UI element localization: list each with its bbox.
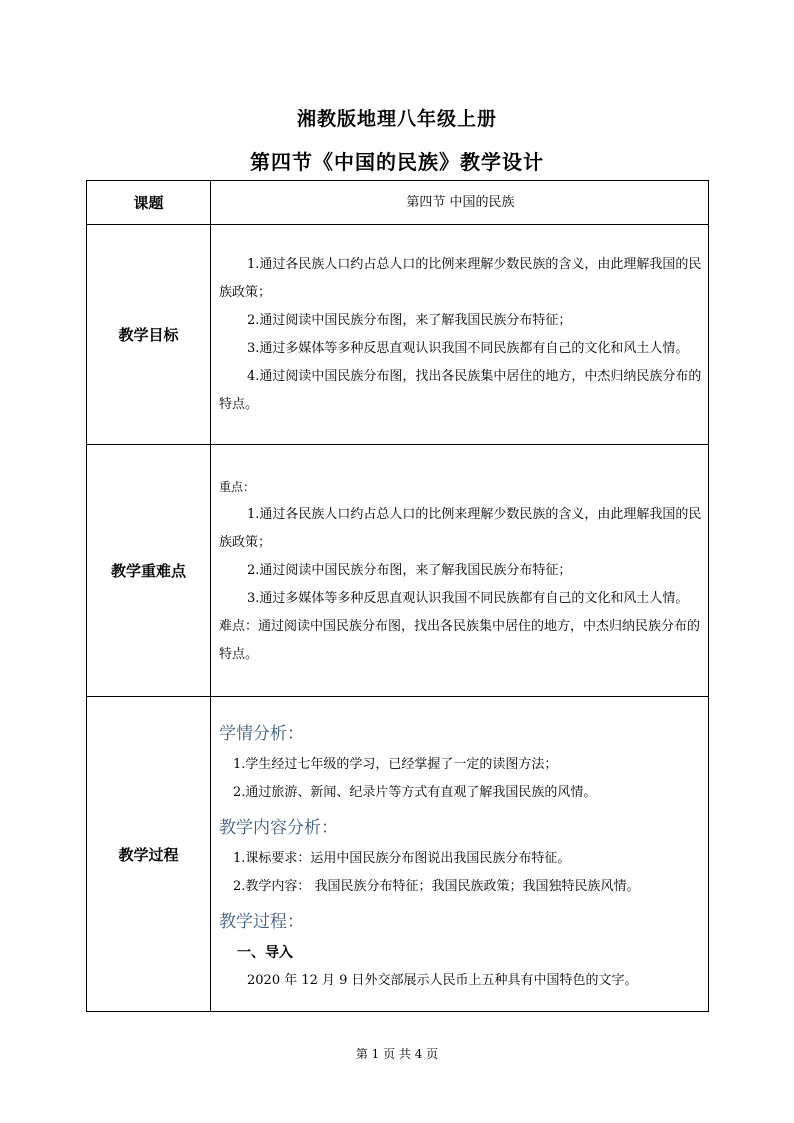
document-title: 湘教版地理八年级上册 <box>296 108 497 130</box>
goal-item: 4.通过阅读中国民族分布图，找出各民族集中居住的地方，中杰归纳民族分布的特点。 <box>219 368 702 412</box>
goals-content <box>211 225 709 445</box>
topic-value: 第四节 中国的民族 <box>211 181 709 225</box>
key-item: 3.通过多媒体等多种反思直观认识我国不同民族都有自己的文化和风土人情。 <box>247 590 689 606</box>
student-analysis-heading: 学情分析： <box>219 724 304 744</box>
goal-item: 3.通过多媒体等多种反思直观认识我国不同民族都有自己的文化和风土人情。 <box>247 340 689 356</box>
key-item: 1.通过各民族人口约占总人口的比例来理解少数民族的含义，由此理解我国的民族政策； <box>219 506 702 550</box>
table-row-topic <box>87 181 709 225</box>
lesson-plan-table <box>86 180 709 1012</box>
process-content <box>211 697 709 1012</box>
process-heading: 教学过程： <box>219 912 304 932</box>
table-row-goals <box>87 225 709 445</box>
goal-item: 1.通过各民族人口约占总人口的比例来理解少数民族的含义，由此理解我国的民族政策； <box>219 256 702 300</box>
content-item: 1.课标要求：运用中国民族分布图说出我国民族分布特征。 <box>233 851 571 866</box>
process-label: 教学过程 <box>87 697 211 1012</box>
table-row-keypoints <box>87 445 709 697</box>
content-item: 2.教学内容： 我国民族分布特征；我国民族政策；我国独特民族风情。 <box>233 879 640 894</box>
topic-label: 课题 <box>87 181 211 225</box>
key-item: 2.通过阅读中国民族分布图，来了解我国民族分布特征； <box>247 562 572 578</box>
document-subtitle: 第四节《中国的民族》教学设计 <box>250 150 544 174</box>
difficult-point: 难点：通过阅读中国民族分布图，找出各民族集中居住的地方，中杰归纳民族分布的特点。 <box>219 618 701 662</box>
keypoints-label: 教学重难点 <box>87 445 211 697</box>
key-heading: 重点： <box>219 479 256 494</box>
step-intro-heading: 一、导入 <box>237 945 293 961</box>
table-row-process <box>87 697 709 1012</box>
student-item: 2.通过旅游、新闻、纪录片等方式有直观了解我国民族的风情。 <box>233 785 597 800</box>
intro-text: 2020 年 12 月 9 日外交部展示人民币上五种具有中国特色的文字。 <box>247 973 638 988</box>
goal-item: 2.通过阅读中国民族分布图，来了解我国民族分布特征； <box>247 312 572 328</box>
student-item: 1.学生经过七年级的学习，已经掌握了一定的读图方法； <box>233 757 558 772</box>
page-footer: 第 1 页 共 4 页 <box>355 1047 439 1061</box>
goals-label: 教学目标 <box>87 225 211 445</box>
keypoints-content <box>211 445 709 697</box>
content-analysis-heading: 教学内容分析： <box>219 818 338 838</box>
